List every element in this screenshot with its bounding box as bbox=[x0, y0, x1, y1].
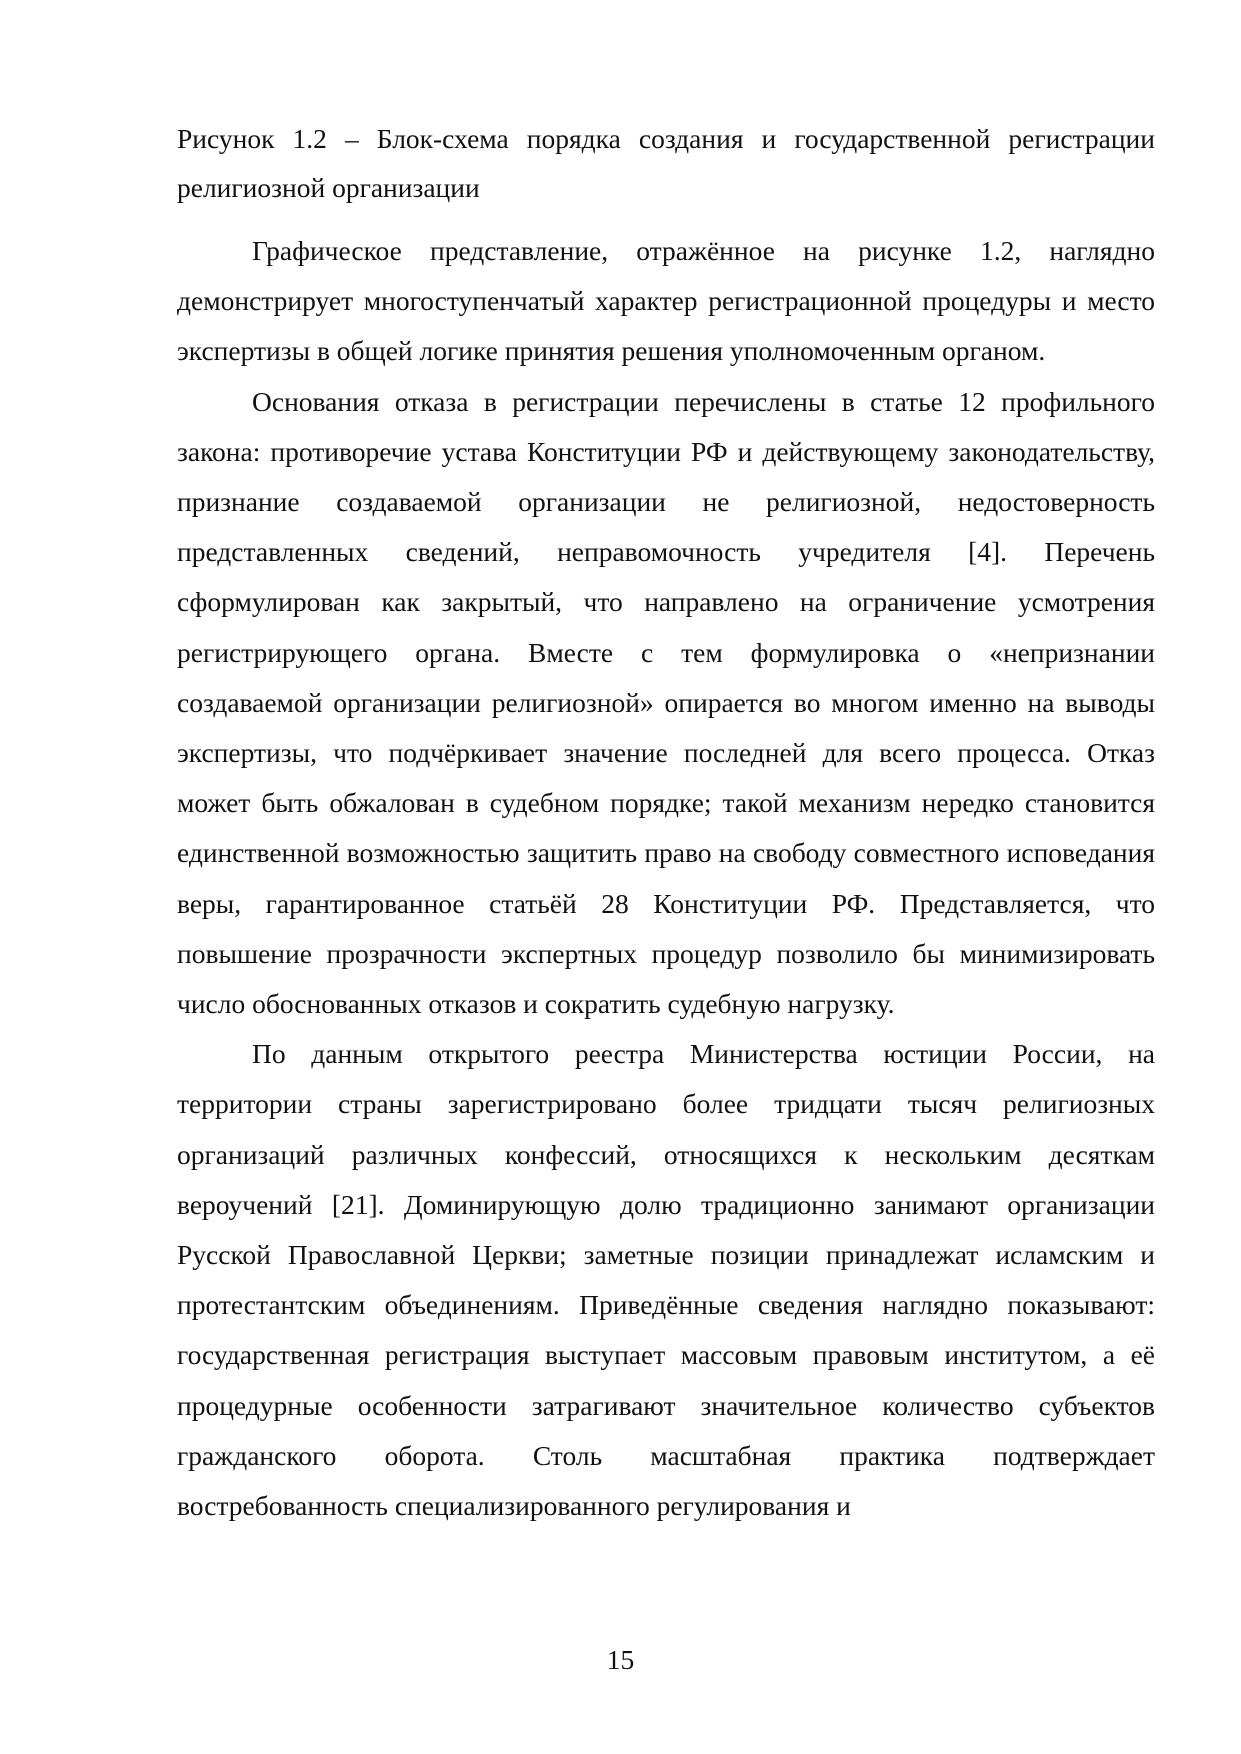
paragraph-graphical-representation: Графическое представление, отражённое на рисунке 1.2, наглядно демонстрирует многоступенчатый характер регистрационной процедуры и место экспертизы в общей логике принятия решения уполномоченным органом. bbox=[177, 235, 1155, 367]
paragraph-registry-data: По данным открытого реестра Министерства юстиции России, на территории страны зарегистрировано более тридцати тысяч религиозных организаций различных конфессий, относящихся к нескольким десяткам вероучений [21]. Доминирующую долю традиционно занимают организации Русской Православной Церкви; заметные позиции принадлежат исламским и протестантским объединениям. Приведённые сведения наглядно показывают: государственная регистрация выступает массовым правовым институтом, а её процедурные особенности затрагивают значительное количество субъектов гражданского оборота. Столь масштабная практика подтверждает востребованность специализированного регулирования и bbox=[177, 1038, 1155, 1522]
paragraph-refusal-grounds: Основания отказа в регистрации перечислены в статье 12 профильного закона: противоречие устава Конституции РФ и действующему законодательству, признание создаваемой организации не религиозной, недостоверность представленных сведений, неправомочность учредителя [4]. Перечень сформулирован как закрытый, что направлено на ограничение усмотрения регистрирующего органа. Вместе с тем формулировка о «непризнании создаваемой организации религиозной» опирается во многом именно на выводы экспертизы, что подчёркивает значение последней для всего процесса. Отказ может быть обжалован в судебном порядке; такой механизм нередко становится единственной возможностью защитить право на свободу совместного исповедания веры, гарантированное статьёй 28 Конституции РФ. Представляется, что повышение прозрачности экспертных процедур позволило бы минимизировать число обоснованных отказов и сократить судебную нагрузку. bbox=[177, 385, 1155, 1020]
document-body bbox=[177, 114, 1155, 1531]
page-number: 15 bbox=[606, 1644, 635, 1675]
figure-caption: Рисунок 1.2 – Блок-схема порядка создания и государственной регистрации религиозной организации bbox=[177, 123, 1155, 203]
